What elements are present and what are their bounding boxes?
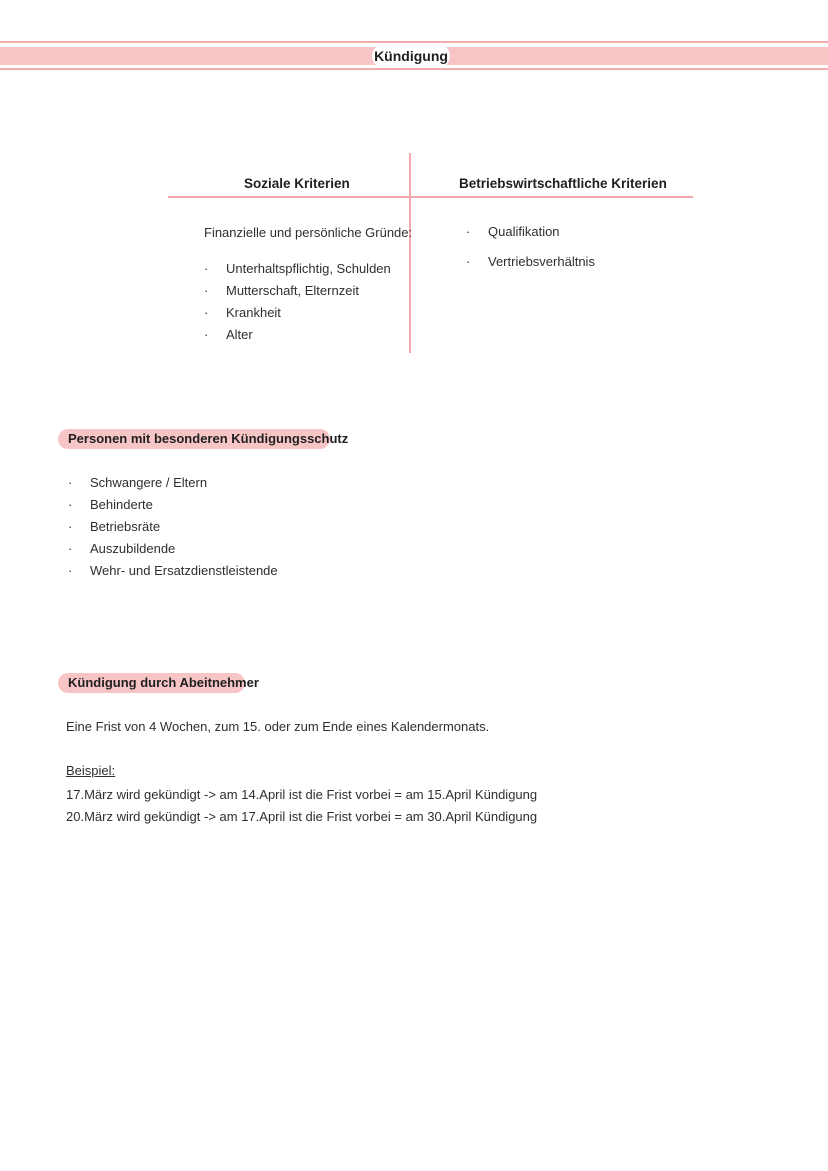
business-criteria-heading: Betriebswirtschaftliche Kriterien: [459, 176, 667, 191]
bullet: ·: [68, 519, 73, 534]
bullet: ·: [68, 475, 73, 490]
title-banner: [0, 40, 828, 72]
protection-item-text: Auszubildende: [90, 541, 176, 556]
business-item-text: Qualifikation: [488, 224, 560, 239]
bullet: ·: [466, 224, 471, 239]
page-title: Kündigung: [372, 44, 450, 68]
social-criteria-intro: Finanzielle und persönliche Gründe:: [204, 225, 413, 240]
bullet: ·: [68, 541, 73, 556]
bullet: ·: [466, 254, 471, 269]
list-item: [204, 327, 253, 342]
bullet: ·: [204, 327, 209, 342]
list-item: [68, 541, 175, 556]
list-item: [204, 261, 391, 276]
bullet: ·: [68, 497, 73, 512]
bullet: ·: [204, 261, 209, 276]
list-item: [204, 305, 281, 320]
bullet: ·: [204, 283, 209, 298]
social-item-text: Krankheit: [226, 305, 281, 320]
criteria-horizontal-divider: [168, 196, 693, 198]
protection-item-text: Behinderte: [90, 497, 153, 512]
bullet: ·: [204, 305, 209, 320]
employee-notice-heading: Kündigung durch Abeitnehmer: [58, 673, 245, 693]
social-item-text: Mutterschaft, Elternzeit: [226, 283, 359, 298]
business-item-text: Vertriebsverhältnis: [488, 254, 595, 269]
protection-item-text: Wehr- und Ersatzdienstleistende: [90, 563, 278, 578]
list-item: [68, 519, 160, 534]
social-criteria-heading: Soziale Kriterien: [244, 176, 350, 191]
example-line: 17.März wird gekündigt -> am 14.April ist die Frist vorbei = am 15.April Kündigung: [66, 787, 538, 802]
protection-heading: Personen mit besonderen Kündigungsschutz: [58, 429, 330, 449]
banner-bottom-line: [0, 68, 828, 70]
social-item-text: Alter: [226, 327, 253, 342]
list-item: [68, 475, 207, 490]
list-item: [466, 224, 560, 239]
protection-item-text: Betriebsräte: [90, 519, 161, 534]
example-label: Beispiel:: [66, 763, 116, 778]
notice-rule: Eine Frist von 4 Wochen, zum 15. oder zum Ende eines Kalendermonats.: [66, 719, 490, 734]
protection-item-text: Schwangere / Eltern: [90, 475, 208, 490]
bullet: ·: [68, 563, 73, 578]
example-line: 20.März wird gekündigt -> am 17.April ist die Frist vorbei = am 30.April Kündigung: [66, 809, 538, 824]
list-item: [68, 563, 278, 578]
social-item-text: Unterhaltspflichtig, Schulden: [226, 261, 391, 276]
list-item: [204, 283, 359, 298]
list-item: [466, 254, 595, 269]
banner-top-line: [0, 41, 828, 43]
criteria-vertical-divider: [409, 153, 411, 353]
list-item: [68, 497, 153, 512]
